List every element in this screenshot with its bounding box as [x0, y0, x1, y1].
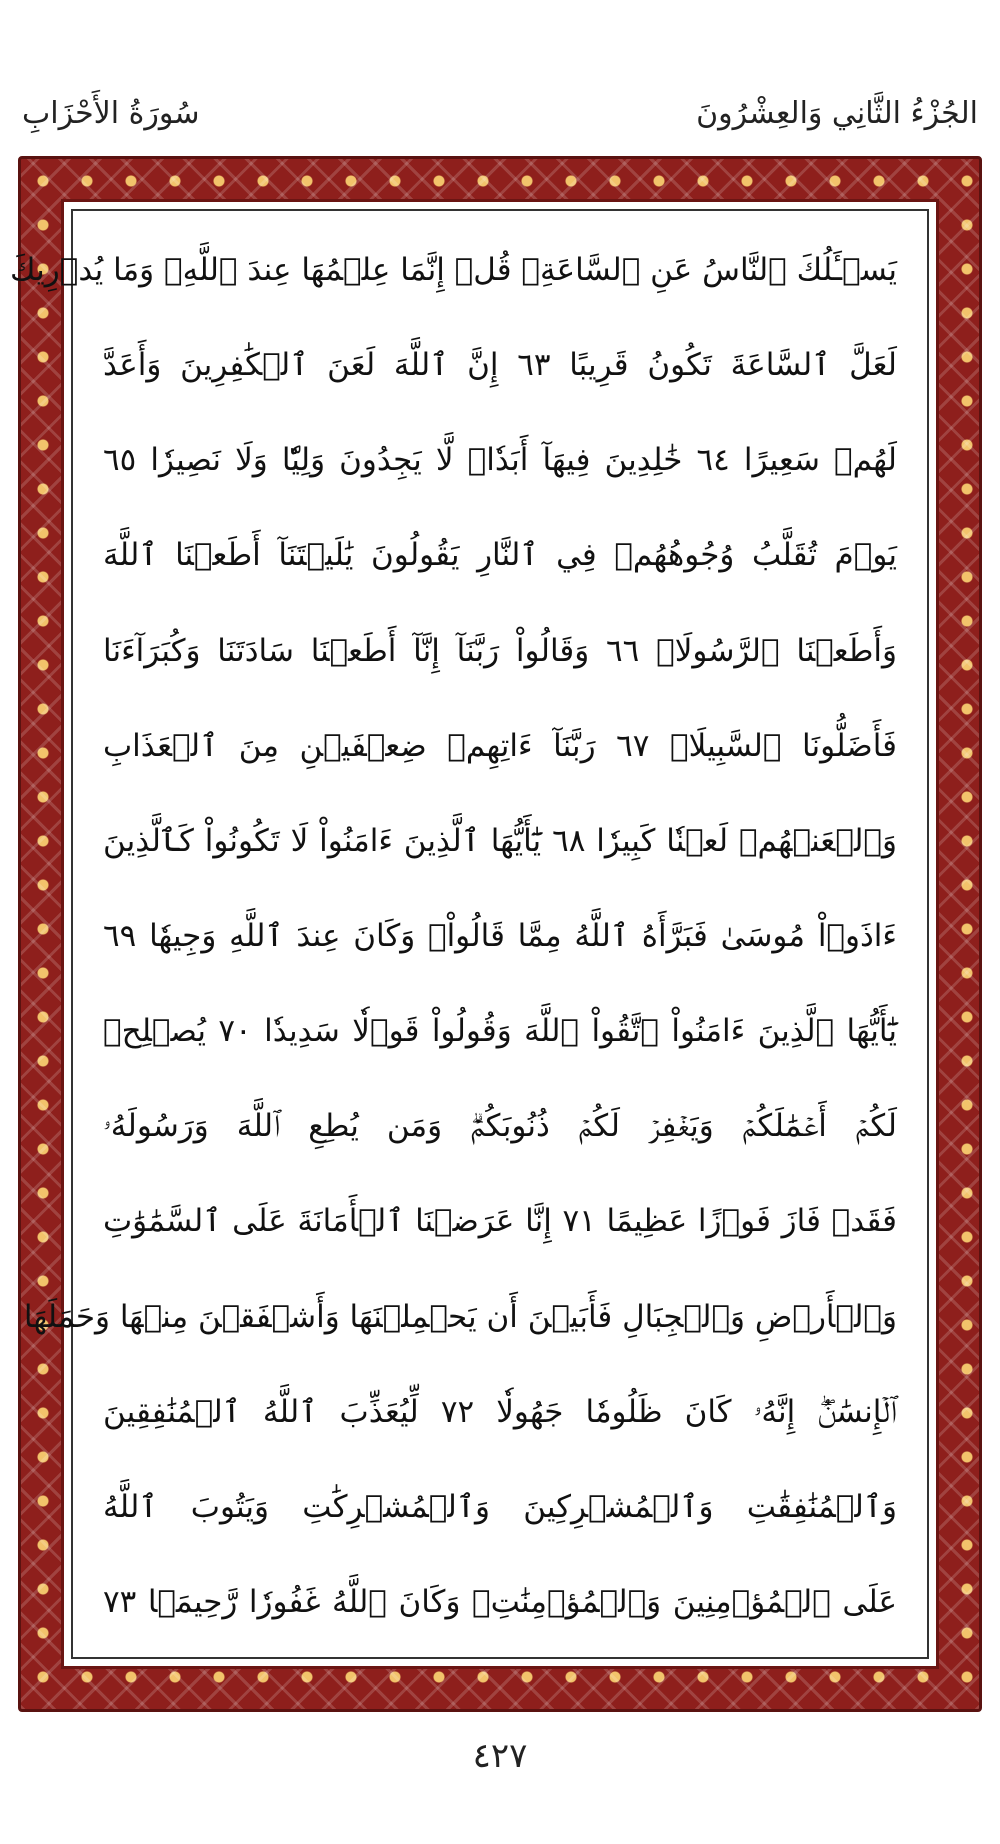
- verse-line-3: لَهُمۡ سَعِيرًا ٦٤ خَٰلِدِينَ فِيهَآ أَبَدٗاۖ لَّا يَجِدُونَ وَلِيّٗا وَلَا نَصِيرٗا ٦٥: [103, 442, 897, 479]
- verse-line-2: لَعَلَّ ٱلسَّاعَةَ تَكُونُ قَرِيبًا ٦٣ إِنَّ ٱللَّهَ لَعَنَ ٱلۡكَٰفِرِينَ وَأَعَدَّ: [103, 347, 898, 384]
- surah-name-header: سُورَةُ الأَحْزَابِ: [22, 96, 200, 131]
- verse-line-13: ٱلۡإِنسَٰنُۖ إِنَّهُۥ كَانَ ظَلُومٗا جَهُولٗا ٧٢ لِّيُعَذِّبَ ٱللَّهُ ٱلۡمُنَٰفِقِينَ: [103, 1393, 897, 1430]
- ornamental-border-frame: [10, 156, 982, 1712]
- verse-line-9: يَٰٓأَيُّهَا ٱلَّذِينَ ءَامَنُواْ ٱتَّقُواْ ٱللَّهَ وَقُولُواْ قَوۡلٗا سَدِيدٗا ٧٠ يُصۡلِحۡ: [103, 1013, 897, 1050]
- verse-line-12: وَٱلۡأَرۡضِ وَٱلۡجِبَالِ فَأَبَيۡنَ أَن يَحۡمِلۡنَهَا وَأَشۡفَقۡنَ مِنۡهَا وَحَمَلَهَا: [23, 1298, 897, 1335]
- verse-line-11: فَقَدۡ فَازَ فَوۡزًا عَظِيمًا ٧١ إِنَّا عَرَضۡنَا ٱلۡأَمَانَةَ عَلَى ٱلسَّمَٰوَٰتِ: [103, 1203, 897, 1240]
- verse-lines: [10, 235, 898, 1637]
- verse-line-10: لَكُمۡ أَعۡمَٰلَكُمۡ وَيَغۡفِرۡ لَكُمۡ ذُنُوبَكُمۡۗ وَمَن يُطِعِ ٱللَّهَ وَرَسُولَهُۥ: [103, 1108, 897, 1145]
- verse-line-4: يَوۡمَ تُقَلَّبُ وُجُوهُهُمۡ فِي ٱلنَّارِ يَقُولُونَ يَٰلَيۡتَنَآ أَطَعۡنَا ٱللَّهَ: [103, 537, 897, 574]
- verse-line-14: وَٱلۡمُنَٰفِقَٰتِ وَٱلۡمُشۡرِكِينَ وَٱلۡمُشۡرِكَٰتِ وَيَتُوبَ ٱللَّهُ: [103, 1488, 897, 1525]
- page-number: ٤٢٧: [472, 1736, 528, 1776]
- verse-line-1: يَسۡـَٔلُكَ ٱلنَّاسُ عَنِ ٱلسَّاعَةِۖ قُلۡ إِنَّمَا عِلۡمُهَا عِندَ ٱللَّهِۚ وَمَا يُدۡرِيكَ: [10, 252, 897, 288]
- verse-line-6: فَأَضَلُّونَا ٱلسَّبِيلَا۠ ٦٧ رَبَّنَآ ءَاتِهِمۡ ضِعۡفَيۡنِ مِنَ ٱلۡعَذَابِ: [103, 727, 897, 764]
- verse-line-7: وَٱلۡعَنۡهُمۡ لَعۡنٗا كَبِيرٗا ٦٨ يَٰٓأَيُّهَا ٱلَّذِينَ ءَامَنُواْ لَا تَكُونُواْ كَٱلَّذِينَ: [103, 822, 898, 859]
- juz-name-header: الجُزْءُ الثَّانِي وَالعِشْرُونَ: [696, 96, 978, 131]
- verse-line-5: وَأَطَعۡنَا ٱلرَّسُولَا۠ ٦٦ وَقَالُواْ رَبَّنَآ إِنَّآ أَطَعۡنَا سَادَتَنَا وَكُبَرَآءَنَا: [103, 632, 897, 669]
- verse-line-8: ءَاذَوۡاْ مُوسَىٰ فَبَرَّأَهُ ٱللَّهُ مِمَّا قَالُواْۚ وَكَانَ عِندَ ٱللَّهِ وَجِيهٗا ٦٩: [103, 917, 897, 954]
- text-panel: [10, 209, 929, 1659]
- verse-line-15: عَلَى ٱلۡمُؤۡمِنِينَ وَٱلۡمُؤۡمِنَٰتِۗ وَكَانَ ٱللَّهُ غَفُورٗا رَّحِيمَۢا ٧٣: [103, 1583, 897, 1620]
